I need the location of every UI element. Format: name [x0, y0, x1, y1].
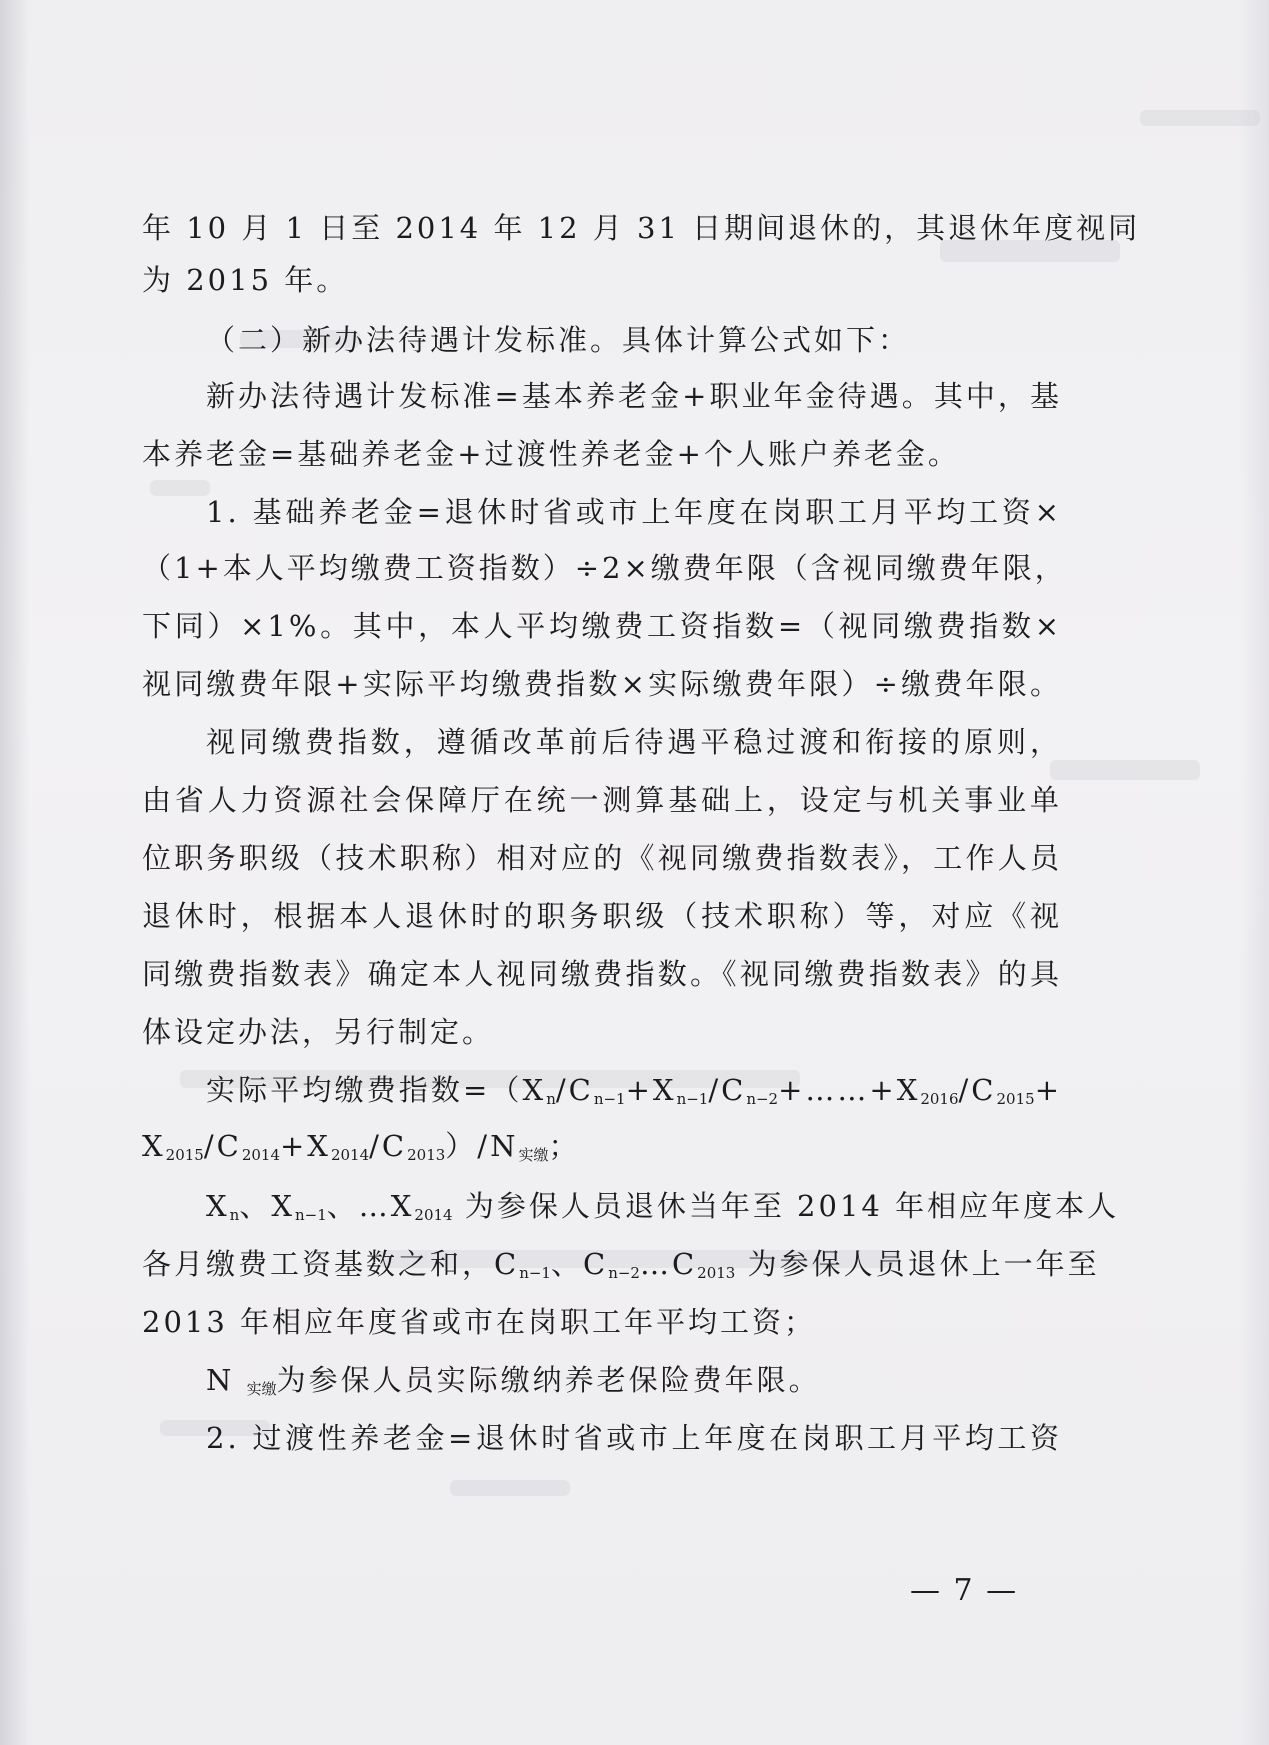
section-heading: （二）新办法待遇计发标准。具体计算公式如下： [206, 323, 911, 357]
item-2-heading: 2. 过渡性养老金=退休时省或市上年度在岗职工月平均工资 [206, 1421, 1062, 1455]
definition-line-3: 2013 年相应年度省或市在岗职工年平均工资； [142, 1305, 817, 1339]
text-line-2: 为 2015 年。 [142, 263, 349, 297]
formula-actual-index-line-2: $X_{2015}/C_{2014}+X_{2014}/C_{2013})/N_{实缴}$； [142, 1129, 581, 1164]
text-line-4: 新办法待遇计发标准=基本养老金+职业年金待遇。其中，基 [206, 379, 1062, 413]
text-line-13: 退休时，根据本人退休时的职务职级（技术职称）等，对应《视 [142, 899, 1062, 933]
definition-line-1: $X_n$、$X_{n-1}$、$\dots X_{2014}$ 为参保人员退休当年至 2014 年相应年度本人 [206, 1189, 1120, 1224]
scan-edge-right [1239, 0, 1269, 1745]
text-line-5: 本养老金=基础养老金+过渡性养老金+个人账户养老金。 [142, 437, 960, 471]
definition-line-4: N $_{实缴}$为参保人员实际缴纳养老保险费年限。 [206, 1363, 821, 1398]
text-line-14: 同缴费指数表》确定本人视同缴费指数。《视同缴费指数表》的具 [142, 957, 1062, 991]
item-1-heading: 1. 基础养老金=退休时省或市上年度在岗职工月平均工资× [206, 495, 1062, 529]
text-line-12: 位职务职级（技术职称）相对应的《视同缴费指数表》，工作人员 [142, 841, 1062, 875]
text-line-10: 视同缴费指数，遵循改革前后待遇平稳过渡和衔接的原则， [206, 725, 1062, 759]
text-line-1: 年 10 月 1 日至 2014 年 12 月 31 日期间退休的，其退休年度视同 [142, 211, 1141, 245]
scan-edge-left [0, 0, 30, 1745]
text-line-8: 下同）×1%。其中，本人平均缴费工资指数=（视同缴费指数× [142, 609, 1062, 643]
definition-line-2: 各月缴费工资基数之和，$C_{n-1}$、$C_{n-2}\dots C_{2013}$ 为参保人员退休上一年至 [142, 1247, 1100, 1282]
text-line-9: 视同缴费年限+实际平均缴费指数×实际缴费年限）÷缴费年限。 [142, 667, 1062, 701]
text-line-7: （1+本人平均缴费工资指数）÷2×缴费年限（含视同缴费年限， [142, 551, 1067, 585]
text-line-11: 由省人力资源社会保障厅在统一测算基础上，设定与机关事业单 [142, 783, 1062, 817]
page-number: — 7 — [910, 1573, 1019, 1608]
text-line-15: 体设定办法，另行制定。 [142, 1015, 495, 1049]
formula-actual-index-line-1: 实际平均缴费指数$=(X_n/C_{n-1}+X_{n-1}/C_{n-2}+\dots\dots+X_{2016}/C_{2015}+$ [206, 1073, 1062, 1108]
